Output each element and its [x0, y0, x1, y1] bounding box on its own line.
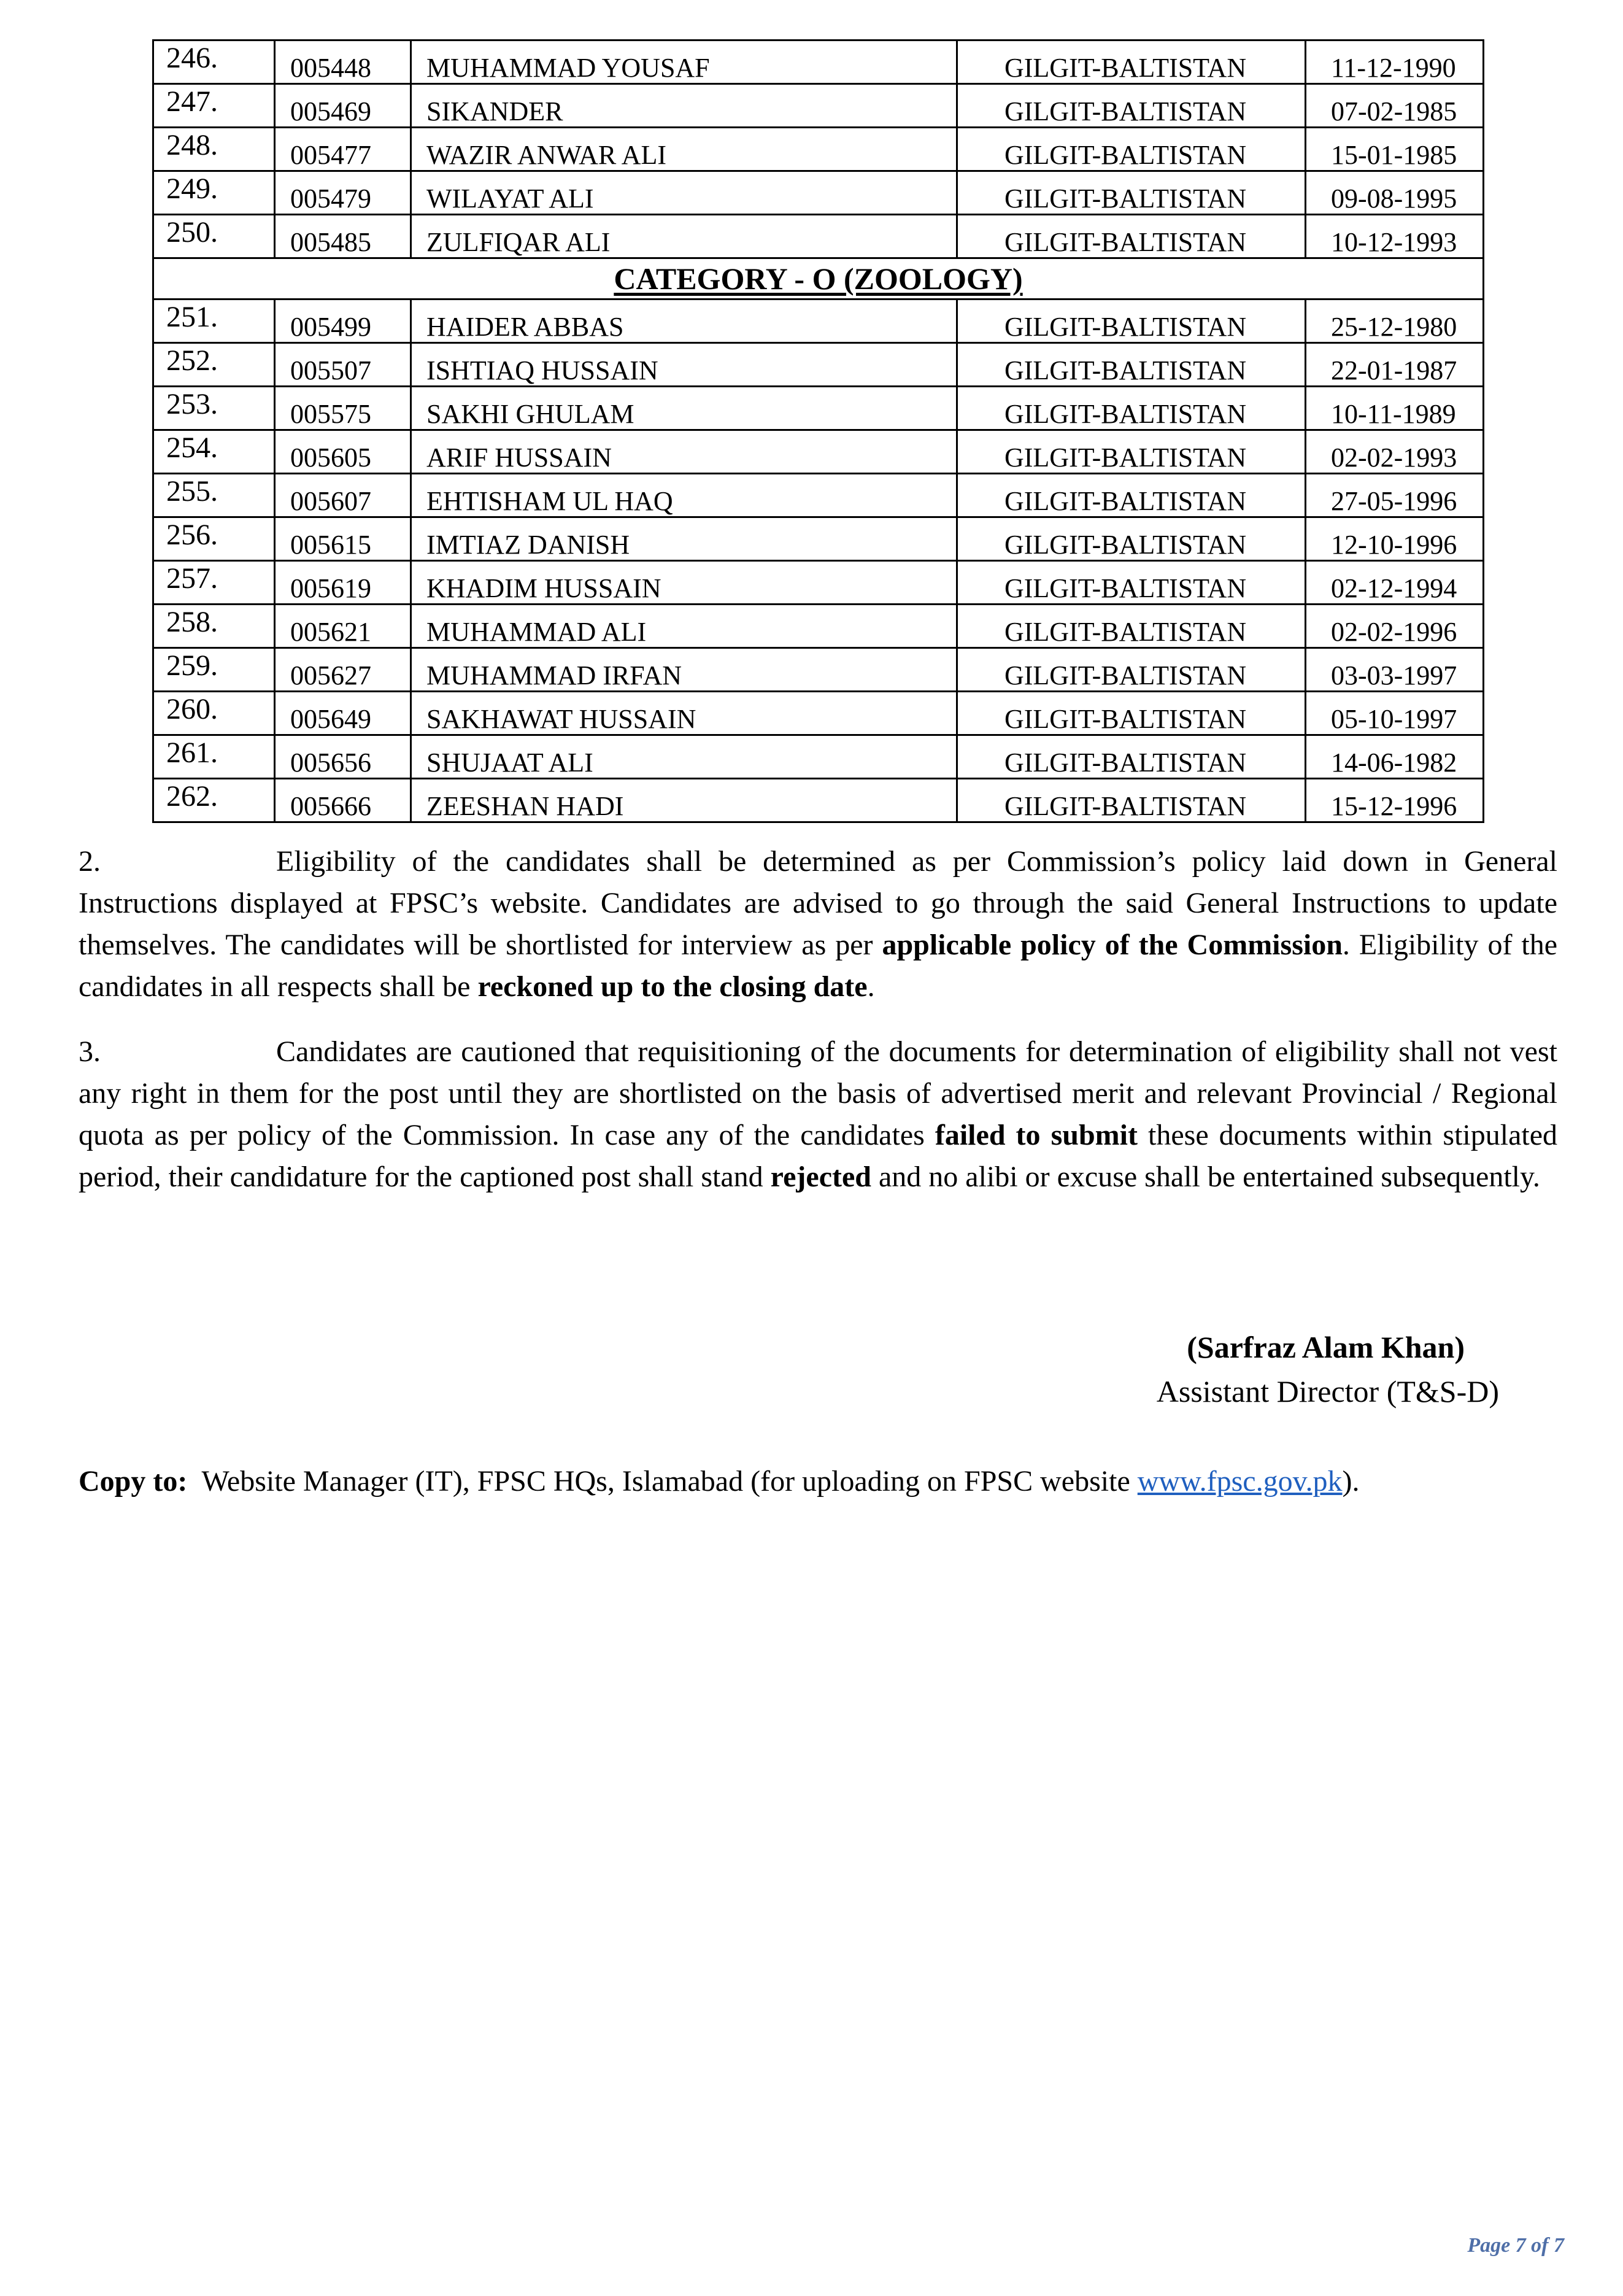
copy-to-end: ).	[1342, 1465, 1360, 1498]
candidates-table-body	[153, 300, 1484, 822]
candidate-name-cell: ISHTIAQ HUSSAIN	[411, 343, 957, 387]
date-of-birth-cell: 11-12-1990	[1306, 41, 1484, 84]
roll-number-cell: 005477	[275, 128, 411, 171]
candidate-name-cell: ARIF HUSSAIN	[411, 430, 957, 474]
table-row	[153, 648, 1484, 692]
serial-number-cell: 254.	[153, 430, 275, 474]
table-row	[153, 171, 1484, 215]
serial-number-cell: 251.	[153, 300, 275, 343]
roll-number-cell: 005619	[275, 561, 411, 605]
table-row	[153, 84, 1484, 128]
date-of-birth-cell: 03-03-1997	[1306, 648, 1484, 692]
paragraph-text: and no alibi or excuse shall be entertained subsequently.	[871, 1161, 1540, 1193]
paragraph-number: 2.	[79, 845, 101, 878]
domicile-cell: GILGIT-BALTISTAN	[957, 343, 1306, 387]
serial-number-cell: 252.	[153, 343, 275, 387]
date-of-birth-cell: 05-10-1997	[1306, 692, 1484, 735]
roll-number-cell: 005499	[275, 300, 411, 343]
paragraph-bold-text: applicable policy of the Commission	[882, 929, 1343, 961]
table-row	[153, 517, 1484, 561]
roll-number-cell: 005649	[275, 692, 411, 735]
copy-to-text: Website Manager (IT), FPSC HQs, Islamabad (for uploading on FPSC website	[201, 1465, 1138, 1498]
paragraph-3	[79, 1031, 1557, 1198]
paragraph-bold-text: failed to submit	[935, 1119, 1138, 1151]
date-of-birth-cell: 15-12-1996	[1306, 779, 1484, 822]
paragraph-text: . Eligibility of the candidates in all respects shall be	[79, 929, 1558, 1003]
fpsc-website-link[interactable]: www.fpsc.gov.pk	[1137, 1465, 1343, 1498]
date-of-birth-cell: 02-02-1993	[1306, 430, 1484, 474]
table-row	[153, 41, 1484, 84]
table-row	[153, 430, 1484, 474]
candidate-name-cell: ZEESHAN HADI	[411, 779, 957, 822]
roll-number-cell: 005469	[275, 84, 411, 128]
domicile-cell: GILGIT-BALTISTAN	[957, 84, 1306, 128]
table-row	[153, 387, 1484, 430]
date-of-birth-cell: 07-02-1985	[1306, 84, 1484, 128]
date-of-birth-cell: 15-01-1985	[1306, 128, 1484, 171]
table-row	[153, 474, 1484, 517]
date-of-birth-cell: 02-02-1996	[1306, 605, 1484, 648]
date-of-birth-cell: 22-01-1987	[1306, 343, 1484, 387]
serial-number-cell: 253.	[153, 387, 275, 430]
serial-number-cell: 247.	[153, 84, 275, 128]
paragraph-text: .	[867, 970, 875, 1003]
roll-number-cell: 005479	[275, 171, 411, 215]
candidate-name-cell: MUHAMMAD YOUSAF	[411, 41, 957, 84]
copy-to-line	[79, 1461, 1359, 1502]
page-number: Page 7 of 7	[1467, 2234, 1564, 2257]
candidate-name-cell: MUHAMMAD ALI	[411, 605, 957, 648]
domicile-cell: GILGIT-BALTISTAN	[957, 648, 1306, 692]
paragraph-text: these documents within stipulated period, their candidature for the captioned post shall stand	[79, 1119, 1558, 1193]
date-of-birth-cell: 12-10-1996	[1306, 517, 1484, 561]
serial-number-cell: 260.	[153, 692, 275, 735]
domicile-cell: GILGIT-BALTISTAN	[957, 779, 1306, 822]
candidate-name-cell: SIKANDER	[411, 84, 957, 128]
date-of-birth-cell: 27-05-1996	[1306, 474, 1484, 517]
category-heading: CATEGORY - O (ZOOLOGY)	[153, 258, 1484, 300]
serial-number-cell: 255.	[153, 474, 275, 517]
candidate-name-cell: SAKHAWAT HUSSAIN	[411, 692, 957, 735]
date-of-birth-cell: 10-12-1993	[1306, 215, 1484, 258]
table-row	[153, 343, 1484, 387]
signatory-designation: Assistant Director (T&S-D)	[1156, 1374, 1499, 1409]
candidate-name-cell: MUHAMMAD IRFAN	[411, 648, 957, 692]
date-of-birth-cell: 10-11-1989	[1306, 387, 1484, 430]
candidate-name-cell: HAIDER ABBAS	[411, 300, 957, 343]
date-of-birth-cell: 09-08-1995	[1306, 171, 1484, 215]
domicile-cell: GILGIT-BALTISTAN	[957, 128, 1306, 171]
domicile-cell: GILGIT-BALTISTAN	[957, 171, 1306, 215]
roll-number-cell: 005485	[275, 215, 411, 258]
domicile-cell: GILGIT-BALTISTAN	[957, 517, 1306, 561]
table-row	[153, 779, 1484, 822]
serial-number-cell: 257.	[153, 561, 275, 605]
paragraph-text: Candidates are cautioned that requisitioning of the documents for determination of eligibility shall not vest any right in them for the post until they are shortlisted on the basis of advertised merit and relevant Provincial / Regional quota as per policy of the Commission. In case any of the candidates	[79, 1035, 1557, 1151]
table-row	[153, 128, 1484, 171]
roll-number-cell: 005607	[275, 474, 411, 517]
roll-number-cell: 005615	[275, 517, 411, 561]
candidate-name-cell: EHTISHAM UL HAQ	[411, 474, 957, 517]
roll-number-cell: 005448	[275, 41, 411, 84]
table-row	[153, 692, 1484, 735]
table-row	[153, 605, 1484, 648]
signatory-name: (Sarfraz Alam Khan)	[1187, 1330, 1465, 1364]
domicile-cell: GILGIT-BALTISTAN	[957, 430, 1306, 474]
domicile-cell: GILGIT-BALTISTAN	[957, 692, 1306, 735]
domicile-cell: GILGIT-BALTISTAN	[957, 735, 1306, 779]
category-row	[153, 258, 1484, 300]
candidate-name-cell: IMTIAZ DANISH	[411, 517, 957, 561]
table-row	[153, 300, 1484, 343]
roll-number-cell: 005656	[275, 735, 411, 779]
paragraph-number: 3.	[79, 1035, 101, 1068]
paragraph-text: Eligibility of the candidates shall be determined as per Commission’s policy laid down in General Instructions displayed at FPSC’s website. Candidates are advised to go through the said General Instructions to update themselves. The candidates will be shortlisted for interview as per	[79, 845, 1557, 961]
table-row	[153, 735, 1484, 779]
paragraph-bold-text: rejected	[770, 1161, 871, 1193]
domicile-cell: GILGIT-BALTISTAN	[957, 605, 1306, 648]
serial-number-cell: 246.	[153, 41, 275, 84]
candidate-name-cell: WAZIR ANWAR ALI	[411, 128, 957, 171]
serial-number-cell: 249.	[153, 171, 275, 215]
candidate-name-cell: SAKHI GHULAM	[411, 387, 957, 430]
domicile-cell: GILGIT-BALTISTAN	[957, 300, 1306, 343]
domicile-cell: GILGIT-BALTISTAN	[957, 561, 1306, 605]
domicile-cell: GILGIT-BALTISTAN	[957, 474, 1306, 517]
serial-number-cell: 258.	[153, 605, 275, 648]
table-row	[153, 561, 1484, 605]
date-of-birth-cell: 02-12-1994	[1306, 561, 1484, 605]
serial-number-cell: 259.	[153, 648, 275, 692]
serial-number-cell: 262.	[153, 779, 275, 822]
roll-number-cell: 005575	[275, 387, 411, 430]
serial-number-cell: 248.	[153, 128, 275, 171]
date-of-birth-cell: 25-12-1980	[1306, 300, 1484, 343]
candidate-name-cell: ZULFIQAR ALI	[411, 215, 957, 258]
candidate-name-cell: KHADIM HUSSAIN	[411, 561, 957, 605]
roll-number-cell: 005627	[275, 648, 411, 692]
paragraph-bold-text: reckoned up to the closing date	[477, 970, 868, 1003]
domicile-cell: GILGIT-BALTISTAN	[957, 387, 1306, 430]
domicile-cell: GILGIT-BALTISTAN	[957, 215, 1306, 258]
copy-to-label: Copy to:	[79, 1465, 188, 1498]
candidates-table-body	[153, 41, 1484, 258]
roll-number-cell: 005666	[275, 779, 411, 822]
date-of-birth-cell: 14-06-1982	[1306, 735, 1484, 779]
serial-number-cell: 261.	[153, 735, 275, 779]
domicile-cell: GILGIT-BALTISTAN	[957, 41, 1306, 84]
candidate-name-cell: SHUJAAT ALI	[411, 735, 957, 779]
candidates-table	[152, 39, 1484, 823]
roll-number-cell: 005621	[275, 605, 411, 648]
serial-number-cell: 250.	[153, 215, 275, 258]
paragraph-2	[79, 841, 1557, 1008]
roll-number-cell: 005507	[275, 343, 411, 387]
table-row	[153, 215, 1484, 258]
serial-number-cell: 256.	[153, 517, 275, 561]
candidate-name-cell: WILAYAT ALI	[411, 171, 957, 215]
roll-number-cell: 005605	[275, 430, 411, 474]
